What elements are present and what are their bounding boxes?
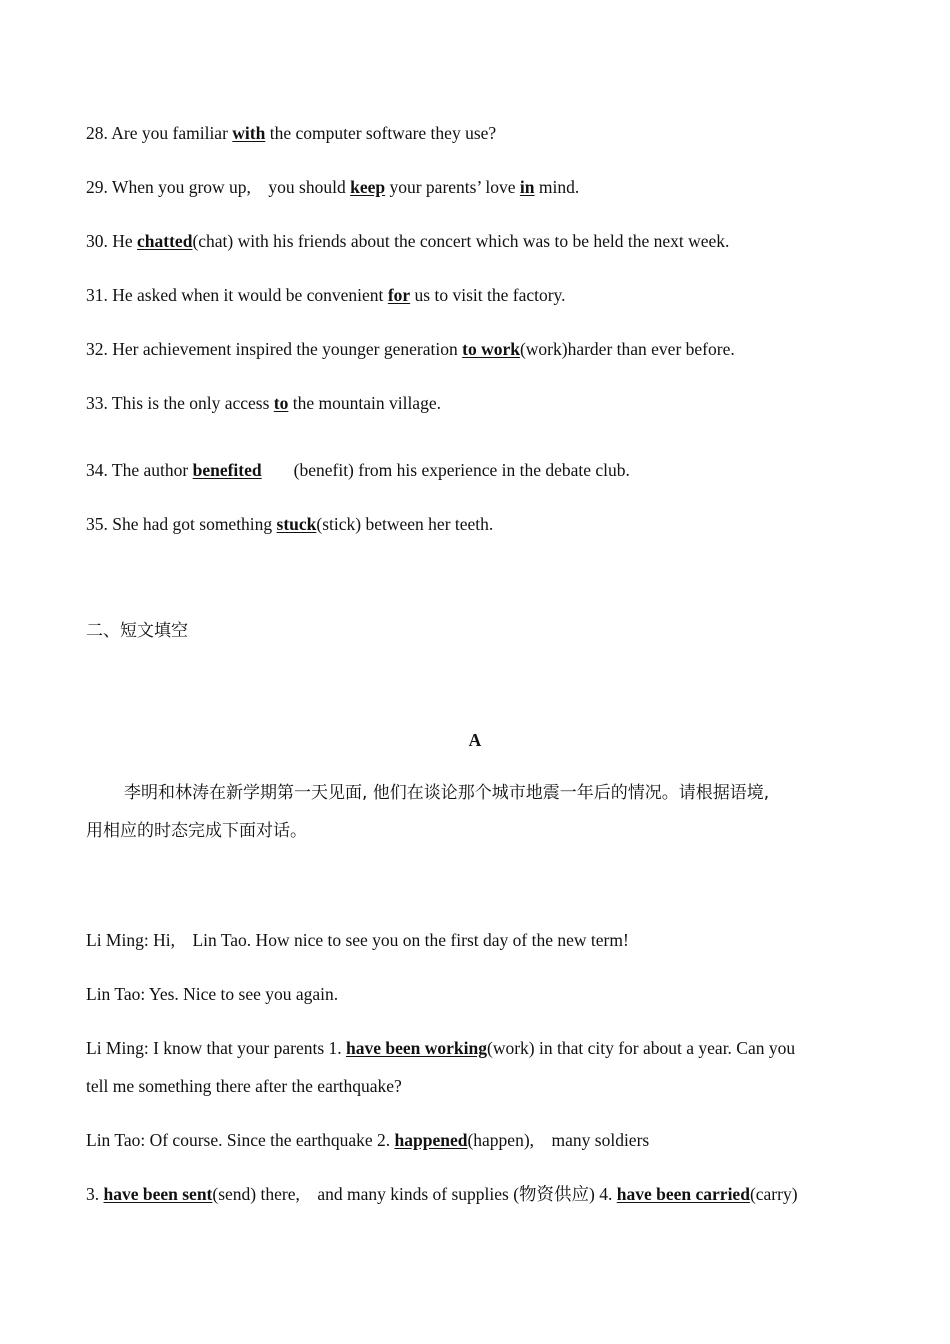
- item-text-before: 28. Are you familiar: [86, 123, 233, 143]
- answer-blank-4: have been carried: [616, 1184, 750, 1204]
- item-text-after: the mountain village.: [288, 393, 441, 413]
- dialogue-text-after: (happen), many soldiers: [467, 1130, 650, 1150]
- exercise-item-32: [86, 338, 735, 360]
- item-text-before: 31. He asked when it would be convenient: [86, 285, 388, 305]
- instruction-line-2: 用相应的时态完成下面对话。: [86, 821, 307, 841]
- dialogue-line-6: [86, 1183, 798, 1205]
- answer-blank-2: happened: [394, 1130, 468, 1150]
- dialogue-line-1: Li Ming: Hi, Lin Tao. How nice to see you on the first day of the new term!: [86, 930, 629, 950]
- passage-letter: A: [468, 730, 482, 750]
- answer-blank: stuck: [276, 514, 317, 534]
- item-text-before: 34. The author: [86, 460, 193, 480]
- item-text-before: 33. This is the only access: [86, 393, 274, 413]
- item-text-after: (chat) with his friends about the concert which was to be held the next week.: [192, 231, 730, 251]
- answer-blank-2: in: [519, 177, 535, 197]
- dialogue-line-4: tell me something there after the earthquake?: [86, 1076, 402, 1096]
- answer-blank: for: [387, 285, 411, 305]
- answer-blank: benefited: [192, 460, 262, 480]
- exercise-item-29: [86, 176, 579, 198]
- answer-blank: to: [273, 393, 289, 413]
- section-heading: 二、短文填空: [86, 621, 188, 641]
- dialogue-text-middle: (send) there, and many kinds of supplies (物资供应) 4.: [212, 1184, 617, 1204]
- item-text-after: (benefit) from his experience in the debate club.: [293, 460, 630, 480]
- dialogue-line-3: [86, 1037, 795, 1059]
- dialogue-text-before: Lin Tao: Of course. Since the earthquake 2.: [86, 1130, 395, 1150]
- exercise-item-34: [86, 459, 630, 481]
- item-text-after: us to visit the factory.: [410, 285, 566, 305]
- item-text-before: 32. Her achievement inspired the younger generation: [86, 339, 463, 359]
- dialogue-text-after: (carry): [749, 1184, 798, 1204]
- item-text-after: mind.: [534, 177, 580, 197]
- exercise-item-30: [86, 230, 729, 252]
- exercise-item-33: [86, 392, 441, 414]
- item-text-after: the computer software they use?: [265, 123, 497, 143]
- answer-blank: to work: [462, 339, 520, 359]
- exercise-item-35: [86, 513, 493, 535]
- instruction-line-1: 李明和林涛在新学期第一天见面, 他们在谈论那个城市地震一年后的情况。请根据语境,: [124, 783, 770, 803]
- item-text-before: 30. He: [86, 231, 138, 251]
- exercise-item-31: [86, 284, 566, 306]
- dialogue-text-before: 3.: [86, 1184, 104, 1204]
- item-text-after: (work)harder than ever before.: [519, 339, 735, 359]
- item-text-before: 29. When you grow up, you should: [86, 177, 351, 197]
- dialogue-text-before: Li Ming: I know that your parents 1.: [86, 1038, 347, 1058]
- answer-blank: with: [232, 123, 266, 143]
- item-text-middle: your parents’ love: [385, 177, 520, 197]
- answer-blank-3: have been sent: [103, 1184, 213, 1204]
- item-text-before: 35. She had got something: [86, 514, 277, 534]
- answer-blank: keep: [350, 177, 386, 197]
- dialogue-line-2: Lin Tao: Yes. Nice to see you again.: [86, 984, 339, 1004]
- answer-blank: chatted: [137, 231, 193, 251]
- item-text-after: (stick) between her teeth.: [316, 514, 494, 534]
- answer-blank-1: have been working: [346, 1038, 488, 1058]
- exercise-item-28: [86, 122, 496, 144]
- dialogue-text-after: (work) in that city for about a year. Can you: [487, 1038, 796, 1058]
- dialogue-line-5: [86, 1129, 649, 1151]
